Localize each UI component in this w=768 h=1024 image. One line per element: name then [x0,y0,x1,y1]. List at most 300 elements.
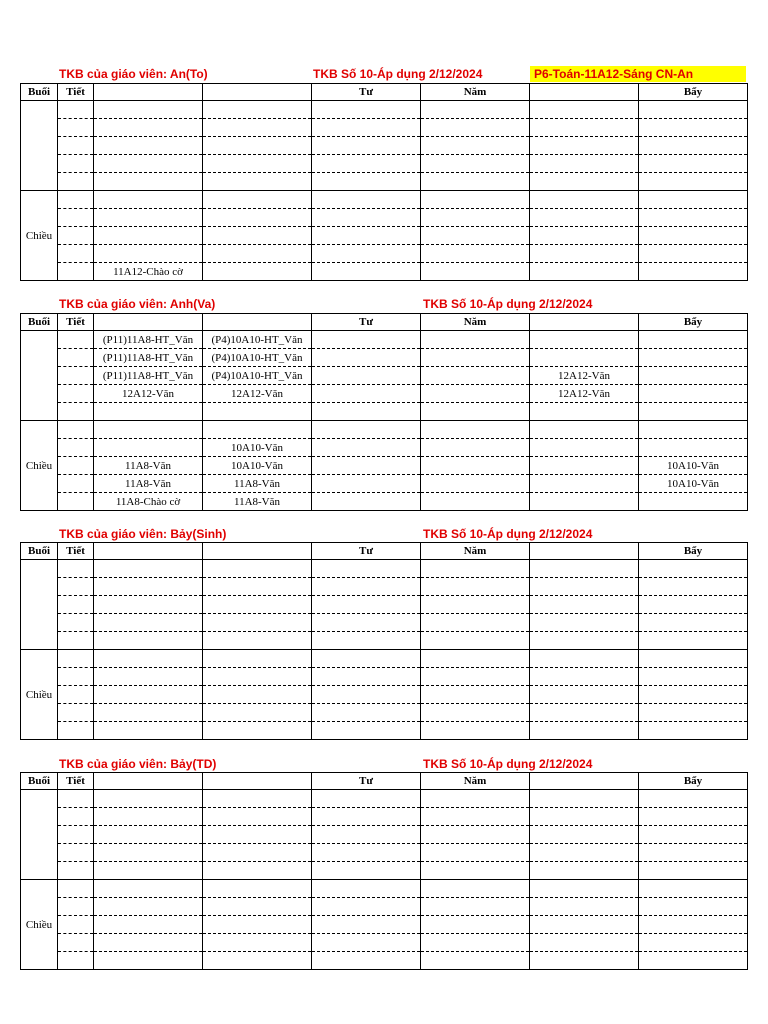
lesson-cell [203,101,312,119]
lesson-cell [94,862,203,880]
lesson-cell [530,880,639,898]
period-row [21,155,748,173]
column-header: Tư [312,543,421,560]
lesson-cell [203,578,312,596]
lesson-cell [530,349,639,367]
lesson-cell [312,862,421,880]
lesson-cell [312,916,421,934]
period-row [21,578,748,596]
lesson-cell [94,934,203,952]
version-title: TKB Số 10-Áp dụng 2/12/2024 [423,297,593,311]
lesson-cell [530,808,639,826]
period-row [21,119,748,137]
lesson-cell [639,632,748,650]
column-header [94,543,203,560]
lesson-cell [94,191,203,209]
lesson-cell [639,880,748,898]
period-row [21,403,748,421]
lesson-cell: 12A12-Văn [530,367,639,385]
lesson-cell [530,457,639,475]
lesson-cell [530,650,639,668]
lesson-cell [639,578,748,596]
teacher-title: TKB của giáo viên: An(To) [59,67,208,81]
lesson-cell [203,826,312,844]
column-header: Năm [421,84,530,101]
period-row [21,227,748,245]
lesson-cell [639,101,748,119]
lesson-cell [94,227,203,245]
period-cell [58,101,94,119]
lesson-cell [639,439,748,457]
column-header [94,314,203,331]
period-cell [58,560,94,578]
lesson-cell [639,704,748,722]
lesson-cell [530,209,639,227]
lesson-cell [94,155,203,173]
lesson-cell [94,596,203,614]
lesson-cell [421,614,530,632]
lesson-cell [639,898,748,916]
lesson-cell [421,331,530,349]
lesson-cell [530,493,639,511]
lesson-cell [530,560,639,578]
lesson-cell [421,493,530,511]
column-header [530,773,639,790]
lesson-cell [94,560,203,578]
lesson-cell [312,704,421,722]
lesson-cell [203,155,312,173]
column-header: Năm [421,314,530,331]
period-cell [58,880,94,898]
lesson-cell [530,155,639,173]
lesson-cell [421,385,530,403]
period-cell [58,650,94,668]
lesson-cell [421,119,530,137]
lesson-cell [421,934,530,952]
lesson-cell [94,898,203,916]
period-cell [58,209,94,227]
lesson-cell: 11A12-Chào cờ [94,263,203,281]
lesson-cell [312,898,421,916]
lesson-cell [639,245,748,263]
column-header: Bẩy [639,84,748,101]
period-cell [58,916,94,934]
lesson-cell [639,686,748,704]
lesson-cell [94,119,203,137]
header-row [21,773,748,790]
lesson-cell [312,952,421,970]
lesson-cell [530,916,639,934]
lesson-cell [421,560,530,578]
session-cell: Chiều [21,421,58,511]
lesson-cell [312,493,421,511]
session-cell: Chiều [21,191,58,281]
lesson-cell [421,596,530,614]
lesson-cell [421,137,530,155]
lesson-cell [639,173,748,191]
period-row [21,457,748,475]
session-cell [21,331,58,421]
version-title: TKB Số 10-Áp dụng 2/12/2024 [423,527,593,541]
lesson-cell [639,722,748,740]
lesson-cell [421,173,530,191]
period-cell [58,934,94,952]
lesson-cell [94,916,203,934]
period-cell [58,119,94,137]
header-row [21,84,748,101]
period-cell [58,844,94,862]
lesson-cell [203,560,312,578]
header-row [21,543,748,560]
lesson-cell [421,578,530,596]
period-row [21,668,748,686]
period-row [21,331,748,349]
period-cell [58,686,94,704]
lesson-cell [312,578,421,596]
period-cell [58,808,94,826]
lesson-cell [530,137,639,155]
lesson-cell [421,952,530,970]
teacher-title: TKB của giáo viên: Bảy(Sinh) [59,527,227,541]
session-cell [21,790,58,880]
lesson-cell [312,245,421,263]
period-row [21,349,748,367]
period-row [21,916,748,934]
column-header: Tiết [58,543,94,560]
lesson-cell [421,668,530,686]
period-row [21,475,748,493]
lesson-cell [94,826,203,844]
lesson-cell [639,844,748,862]
lesson-cell: 10A10-Văn [203,439,312,457]
lesson-cell: 11A8-Văn [94,457,203,475]
lesson-cell [639,367,748,385]
lesson-cell [203,790,312,808]
lesson-cell [639,934,748,952]
lesson-cell [203,668,312,686]
period-cell [58,475,94,493]
lesson-cell [203,632,312,650]
lesson-cell [203,403,312,421]
period-row [21,137,748,155]
teacher-title: TKB của giáo viên: Anh(Va) [59,297,216,311]
column-header: Tiết [58,773,94,790]
lesson-cell: 12A12-Văn [530,385,639,403]
lesson-cell [530,790,639,808]
lesson-cell [421,421,530,439]
period-cell [58,578,94,596]
lesson-cell: 11A8-Văn [203,475,312,493]
lesson-cell [421,844,530,862]
period-row [21,704,748,722]
period-row [21,173,748,191]
lesson-cell [312,119,421,137]
lesson-cell [421,367,530,385]
period-cell [58,790,94,808]
period-row [21,862,748,880]
lesson-cell [203,952,312,970]
lesson-cell [639,349,748,367]
lesson-cell [94,668,203,686]
lesson-cell [530,421,639,439]
lesson-cell [421,632,530,650]
period-cell [58,385,94,403]
column-header: Năm [421,543,530,560]
lesson-cell [312,349,421,367]
lesson-cell [530,403,639,421]
session-cell: Chiều [21,650,58,740]
lesson-cell [421,826,530,844]
lesson-cell [421,403,530,421]
lesson-cell [312,385,421,403]
column-header: Tư [312,314,421,331]
lesson-cell [203,173,312,191]
period-row [21,596,748,614]
lesson-cell [639,119,748,137]
column-header [530,543,639,560]
lesson-cell [312,650,421,668]
lesson-cell: (P11)11A8-HT_Văn [94,331,203,349]
lesson-cell: 10A10-Văn [203,457,312,475]
column-header [530,314,639,331]
header-row [21,314,748,331]
lesson-cell [203,263,312,281]
period-cell [58,155,94,173]
period-cell [58,349,94,367]
lesson-cell [94,722,203,740]
timetable-grid [20,772,748,970]
period-cell [58,227,94,245]
lesson-cell [94,421,203,439]
lesson-cell [639,826,748,844]
lesson-cell [421,245,530,263]
lesson-cell [94,439,203,457]
lesson-cell [203,916,312,934]
period-cell [58,668,94,686]
lesson-cell [530,263,639,281]
lesson-cell [203,191,312,209]
lesson-cell [530,934,639,952]
period-row [21,245,748,263]
period-row [21,101,748,119]
lesson-cell [312,668,421,686]
lesson-cell [312,331,421,349]
period-row [21,826,748,844]
period-row [21,421,748,439]
lesson-cell [530,101,639,119]
column-header: Tiết [58,84,94,101]
column-header [94,773,203,790]
lesson-cell [312,596,421,614]
lesson-cell [421,439,530,457]
period-row [21,209,748,227]
lesson-cell [203,596,312,614]
lesson-cell: 11A8-Chào cờ [94,493,203,511]
period-cell [58,952,94,970]
lesson-cell [530,227,639,245]
lesson-cell [530,191,639,209]
period-cell [58,632,94,650]
lesson-cell [421,155,530,173]
lesson-cell [312,155,421,173]
lesson-cell [639,650,748,668]
lesson-cell [639,209,748,227]
lesson-cell [421,686,530,704]
period-cell [58,421,94,439]
teacher-title: TKB của giáo viên: Bảy(TD) [59,757,217,771]
lesson-cell [530,862,639,880]
lesson-cell [94,844,203,862]
lesson-cell: 11A8-Văn [94,475,203,493]
lesson-cell [203,808,312,826]
lesson-cell: (P11)11A8-HT_Văn [94,349,203,367]
column-header: Buổi [21,314,58,331]
column-header [203,84,312,101]
column-header: Bẩy [639,314,748,331]
lesson-cell [312,439,421,457]
column-header [203,773,312,790]
lesson-cell [639,191,748,209]
lesson-cell [312,808,421,826]
session-cell [21,101,58,191]
lesson-cell [639,596,748,614]
lesson-cell [312,101,421,119]
lesson-cell [639,421,748,439]
lesson-cell [312,790,421,808]
lesson-cell [312,614,421,632]
lesson-cell [94,403,203,421]
lesson-cell [203,722,312,740]
period-cell [58,596,94,614]
timetable-grid [20,313,748,511]
period-row [21,263,748,281]
lesson-cell [94,101,203,119]
column-header [203,314,312,331]
lesson-cell [203,862,312,880]
lesson-cell [94,173,203,191]
lesson-cell [421,916,530,934]
lesson-cell: (P4)10A10-HT_Văn [203,331,312,349]
period-cell [58,493,94,511]
lesson-cell [94,650,203,668]
lesson-cell [421,191,530,209]
lesson-cell [203,421,312,439]
lesson-cell [639,155,748,173]
lesson-cell [203,880,312,898]
lesson-cell [312,934,421,952]
lesson-cell [639,668,748,686]
lesson-cell [203,844,312,862]
lesson-cell [94,790,203,808]
lesson-cell: 11A8-Văn [203,493,312,511]
lesson-cell [312,880,421,898]
timetable-grid [20,83,748,281]
lesson-cell [639,493,748,511]
lesson-cell [639,403,748,421]
lesson-cell [530,722,639,740]
lesson-cell [530,826,639,844]
period-row [21,880,748,898]
period-row [21,686,748,704]
lesson-cell [312,137,421,155]
column-header: Buổi [21,543,58,560]
column-header: Bẩy [639,543,748,560]
lesson-cell [639,862,748,880]
period-row [21,790,748,808]
period-cell [58,898,94,916]
lesson-cell [94,880,203,898]
period-row [21,560,748,578]
lesson-cell [421,209,530,227]
lesson-cell [312,403,421,421]
period-row [21,367,748,385]
column-header: Buổi [21,773,58,790]
period-row [21,844,748,862]
lesson-cell [94,209,203,227]
lesson-cell [421,808,530,826]
lesson-cell: 10A10-Văn [639,475,748,493]
lesson-cell [530,596,639,614]
period-cell [58,614,94,632]
lesson-cell [312,263,421,281]
lesson-cell [421,475,530,493]
lesson-cell [421,862,530,880]
lesson-cell [312,421,421,439]
lesson-cell [421,227,530,245]
lesson-cell [203,227,312,245]
lesson-cell [203,650,312,668]
period-cell [58,704,94,722]
lesson-cell [421,650,530,668]
lesson-cell: 12A12-Văn [203,385,312,403]
lesson-cell: 12A12-Văn [94,385,203,403]
lesson-cell [421,722,530,740]
session-cell: Chiều [21,880,58,970]
period-row [21,808,748,826]
lesson-cell [94,686,203,704]
lesson-cell [530,704,639,722]
period-cell [58,263,94,281]
lesson-cell [530,898,639,916]
lesson-cell [203,614,312,632]
lesson-cell: (P4)10A10-HT_Văn [203,349,312,367]
lesson-cell [94,952,203,970]
lesson-cell [421,898,530,916]
column-header: Bẩy [639,773,748,790]
highlight-tag: P6-Toán-11A12-Sáng CN-An [530,66,746,82]
lesson-cell [312,826,421,844]
lesson-cell [639,614,748,632]
period-cell [58,191,94,209]
lesson-cell [530,245,639,263]
lesson-cell [312,560,421,578]
lesson-cell [312,475,421,493]
lesson-cell [530,331,639,349]
lesson-cell [203,119,312,137]
session-cell [21,560,58,650]
lesson-cell [421,880,530,898]
column-header [530,84,639,101]
lesson-cell: (P4)10A10-HT_Văn [203,367,312,385]
lesson-cell [312,209,421,227]
lesson-cell [639,560,748,578]
period-row [21,898,748,916]
lesson-cell [312,844,421,862]
lesson-cell [530,952,639,970]
column-header: Năm [421,773,530,790]
timetable-grid [20,542,748,740]
lesson-cell [94,137,203,155]
